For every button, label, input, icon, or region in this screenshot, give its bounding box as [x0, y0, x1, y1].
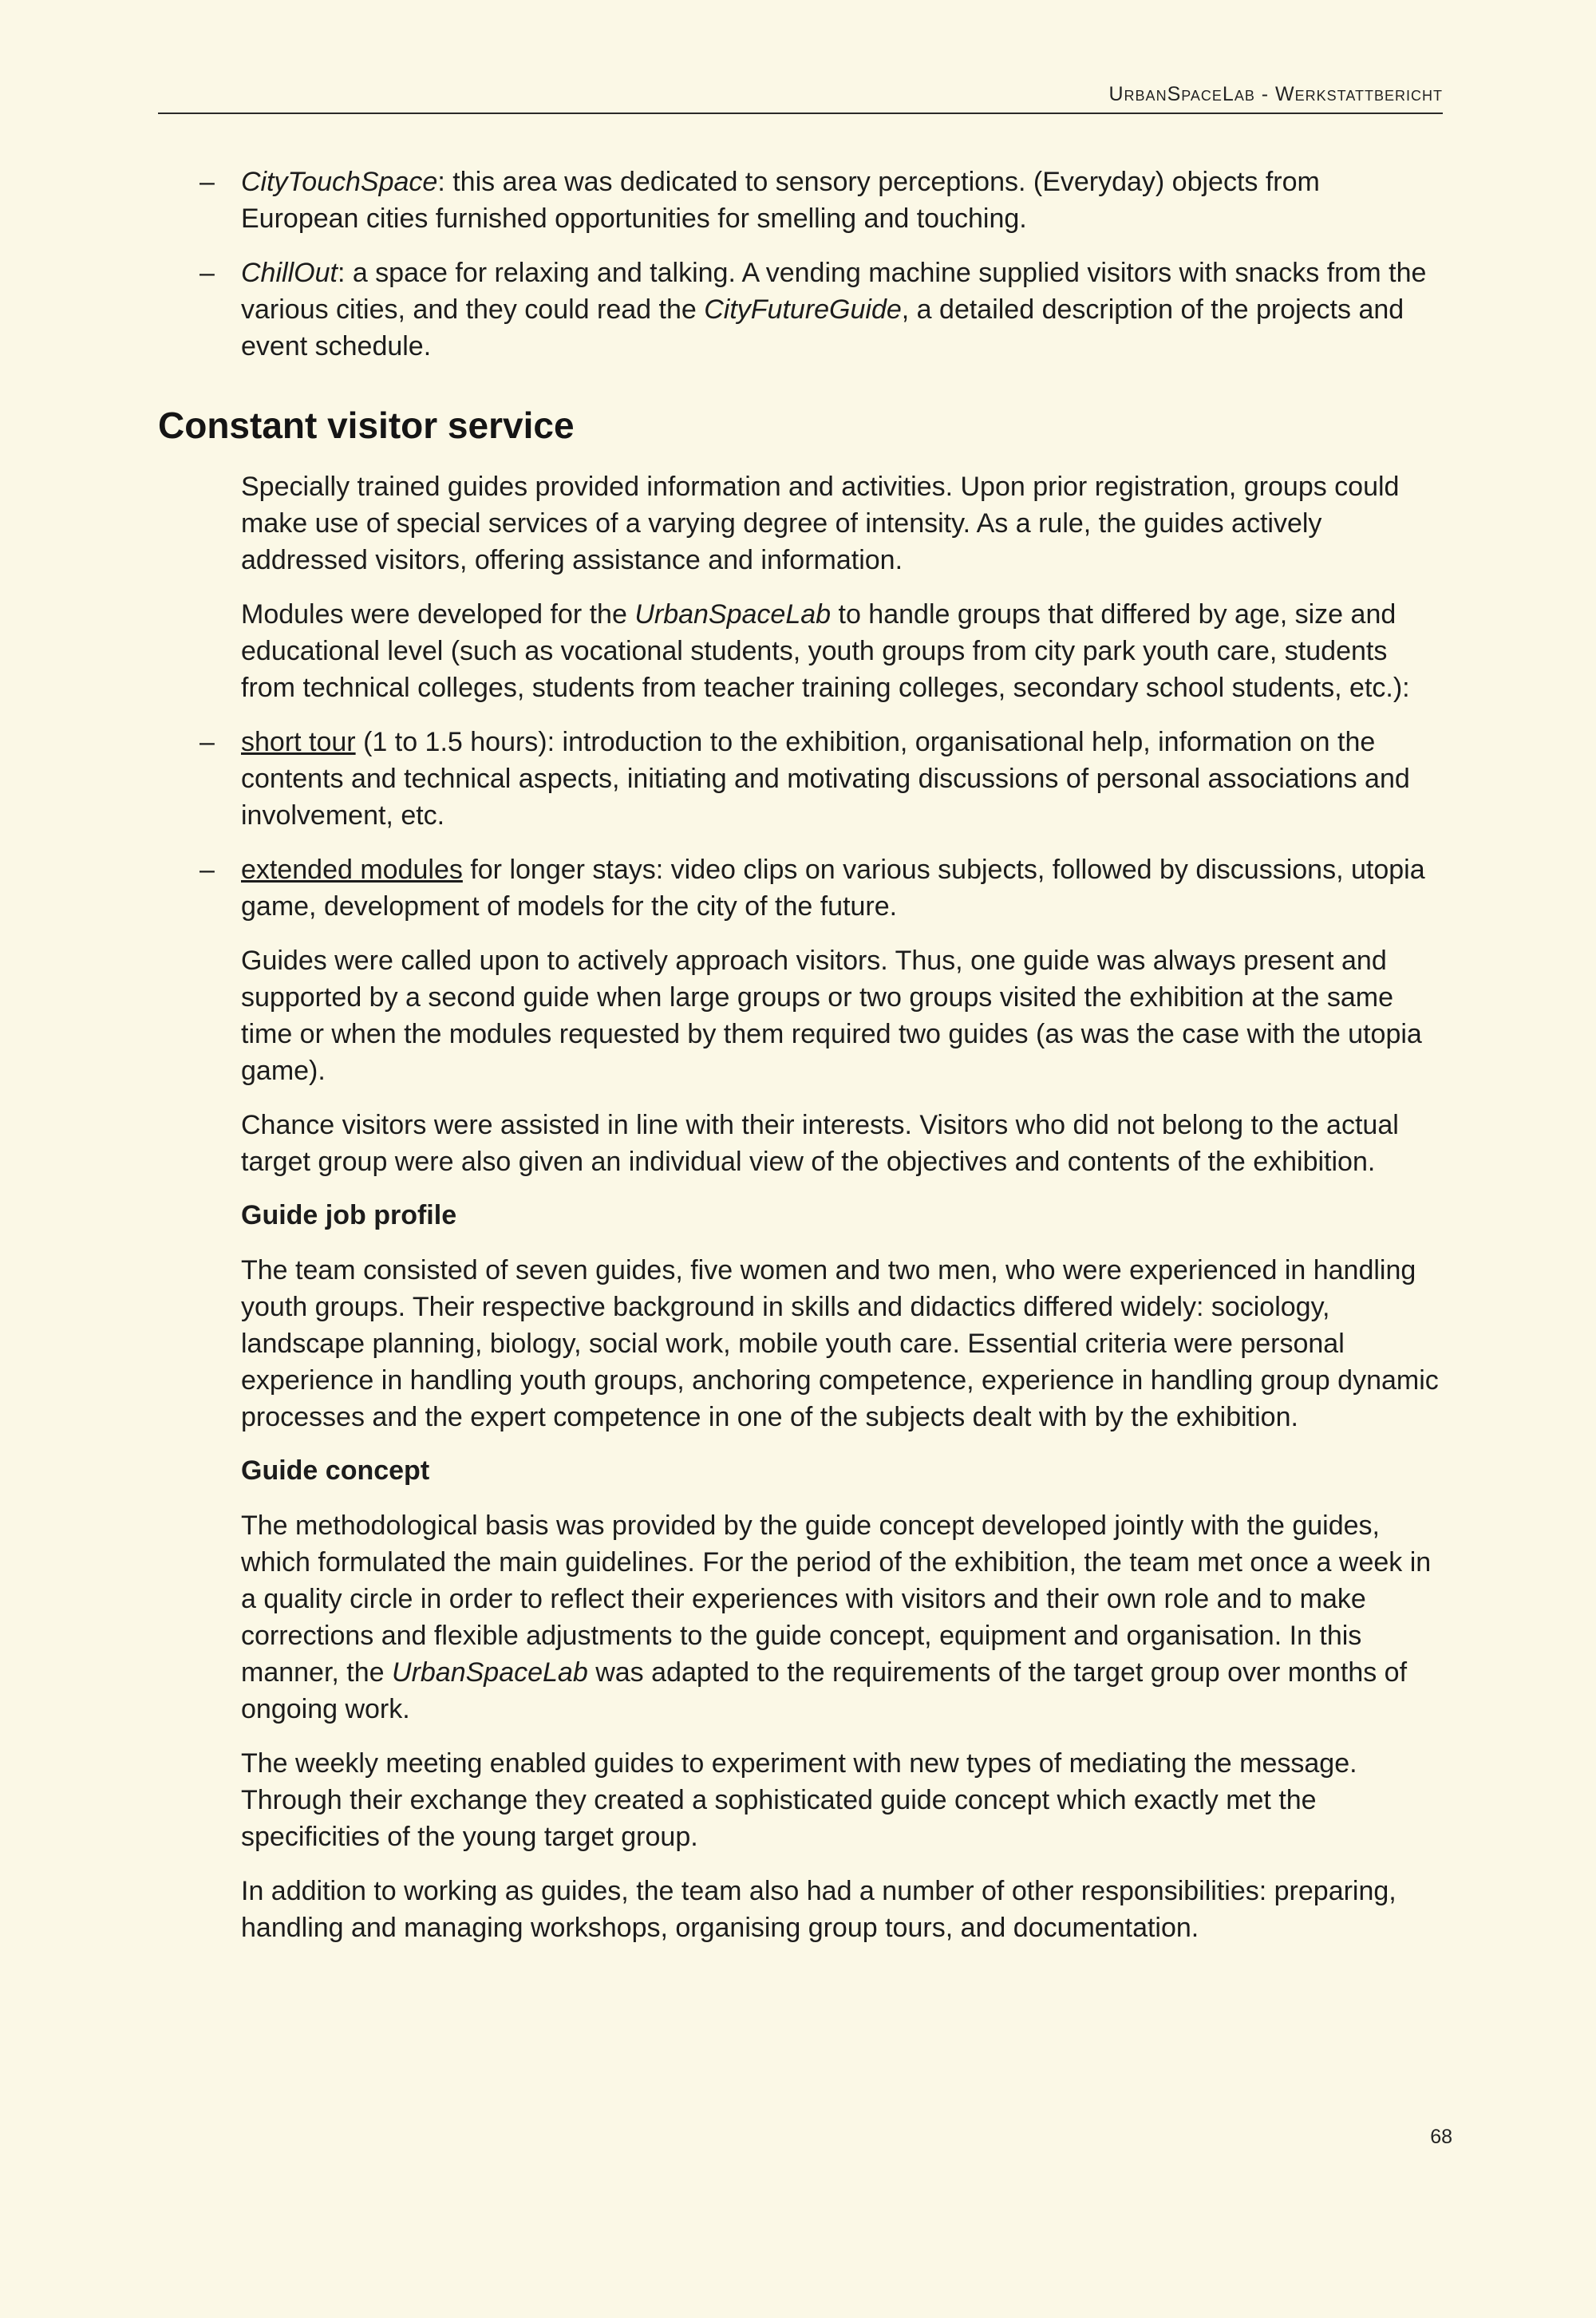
bullet-dash: – [200, 167, 215, 197]
paragraph: The team consisted of seven guides, five women and two men, who were experienced in handling youth groups. Their respective background in skills and didactics differed widely: sociology, landscape planning, biology, social work, mobile youth care. Essential criteria were personal experience in handling youth groups, anchoring competence, experience in handling group dynamic processes and the expert competence in one of the subjects dealt with by the exhibition. [241, 1255, 1439, 1432]
bullet-text: (1 to 1.5 hours): introduction to the exhibition, organisational help, information on the contents and technical aspects, initiating and motivating discussions of personal associations and involvement, etc. [241, 727, 1410, 831]
bullet-chillout [158, 255, 1443, 365]
urbanspacelab-italic: UrbanSpaceLab [392, 1657, 588, 1688]
urbanspacelab-italic: UrbanSpaceLab [634, 599, 832, 630]
paragraph: Guides were called upon to actively approach visitors. Thus, one guide was always present and supported by a second guide when large groups or two groups visited the exhibition at the same time or when the modules requested by them required two guides (as was the case with the utopia game). [241, 946, 1422, 1086]
subheading-guide-job-profile: Guide job profile [241, 1200, 457, 1230]
paragraph [158, 596, 1443, 706]
term-cityfutureguide: CityFutureGuide [704, 294, 902, 325]
page-body [158, 164, 1443, 1964]
bullet-extended-modules [158, 851, 1443, 925]
running-header: UrbanSpaceLab - Werkstattbericht [1108, 83, 1443, 105]
bullet-text: : a space for relaxing and talking. A vending machine supplied visitors with snacks from the various cities, and they could read the [241, 258, 1427, 325]
bullet-text: for longer stays: video clips on various subjects, followed by discussions, utopia game, development of models for the city of the future. [241, 855, 1425, 922]
paragraph-text: Modules were developed for the [241, 599, 635, 630]
subheading-guide-concept: Guide concept [241, 1455, 430, 1486]
paragraph: In addition to working as guides, the team also had a number of other responsibilities: preparing, handling and managing workshops, organising group tours, and documentation. [241, 1876, 1396, 1943]
paragraph: Specially trained guides provided information and activities. Upon prior registration, groups could make use of special services of a varying degree of intensity. As a rule, the guides actively addressed visitors, offering assistance and information. [241, 472, 1400, 575]
paragraph: The weekly meeting enabled guides to experiment with new types of mediating the message. Through their exchange they created a sophisticated guide concept which exactly met the specificities of the young target group. [241, 1748, 1357, 1852]
bullet-dash: – [200, 855, 215, 885]
term-extended-modules: extended modules [241, 855, 463, 885]
header-rule [158, 113, 1443, 114]
section-heading: Constant visitor service [158, 405, 575, 446]
bullet-text: , a detailed description of the projects and event schedule. [241, 294, 1404, 361]
term-chillout: ChillOut [241, 258, 338, 288]
bullet-dash: – [200, 258, 215, 288]
paragraph: Chance visitors were assisted in line with their interests. Visitors who did not belong to the actual target group were also given an individual view of the objectives and contents of the exhibition. [241, 1110, 1399, 1177]
paragraph-text: The methodological basis was provided by the guide concept developed jointly with the guides, which formulated the main guidelines. For the period of the exhibition, the team met once a week in a quality circle in order to reflect their experiences with visitors and their own role and to make corrections and flexible adjustments to the guide concept, equipment and organisation. In this manner, the [241, 1510, 1432, 1688]
paragraph-text: was adapted to the requirements of the target group over months of ongoing work. [241, 1657, 1408, 1724]
term-citytouchspace: CityTouchSpace [241, 167, 438, 197]
bullet-short-tour [158, 724, 1443, 834]
page-number: 68 [1430, 2126, 1452, 2148]
bullet-citytouchspace [158, 164, 1443, 237]
bullet-dash: – [200, 727, 215, 757]
paragraph-text: to handle groups that differed by age, size and educational level (such as vocational students, youth groups from city park youth care, students from technical colleges, students from teacher training colleges, secondary school students, etc.): [241, 599, 1410, 703]
term-short-tour: short tour [241, 727, 356, 757]
bullet-text: : this area was dedicated to sensory perceptions. (Everyday) objects from European cities furnished opportunities for smelling and touching. [241, 167, 1320, 234]
paragraph [158, 1507, 1443, 1728]
